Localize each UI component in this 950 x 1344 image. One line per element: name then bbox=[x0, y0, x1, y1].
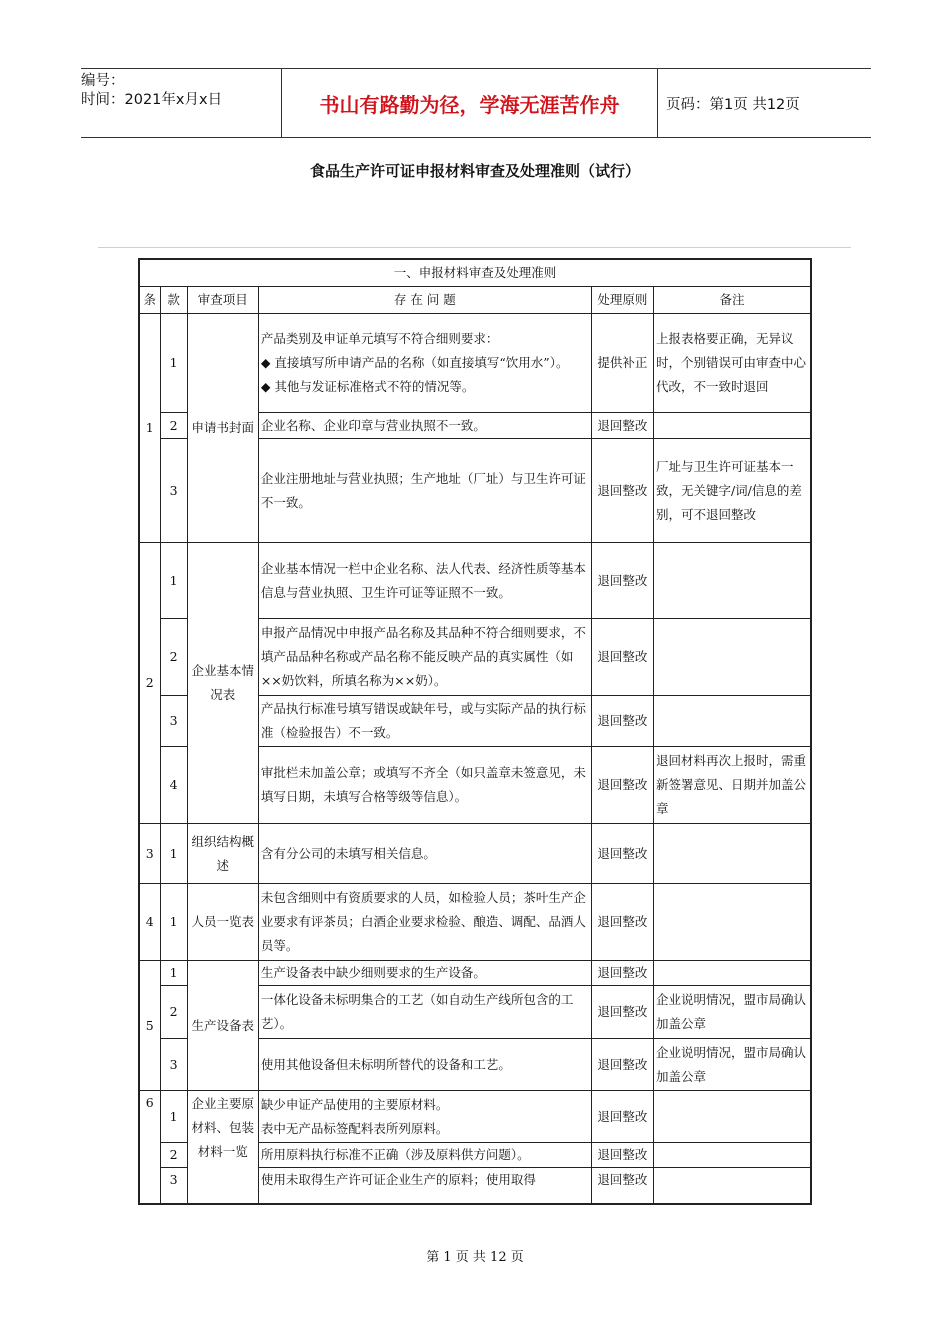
issue-cell: 产品执行标准号填写错误或缺年号，或与实际产品的执行标准（检验报告）不一致。 bbox=[258, 696, 591, 747]
action-cell: 退回整改 bbox=[591, 439, 653, 543]
issue-cell: 含有分公司的未填写相关信息。 bbox=[258, 824, 591, 884]
issue-cell bbox=[258, 314, 591, 413]
action-cell: 提供补正 bbox=[591, 314, 653, 413]
item-number: 3 bbox=[160, 1168, 187, 1204]
review-item: 人员一览表 bbox=[187, 884, 258, 961]
clause-number: 4 bbox=[139, 884, 160, 961]
issue-cell: 审批栏未加盖公章；或填写不齐全（如只盖章未签意见，未填写日期，未填写合格等级等信息）。 bbox=[258, 747, 591, 824]
note-cell: 厂址与卫生许可证基本一致，无关键字/词/信息的差别，可不退回整改 bbox=[653, 439, 811, 543]
note-cell bbox=[653, 696, 811, 747]
column-header: 备注 bbox=[653, 287, 811, 314]
review-criteria-table bbox=[138, 258, 812, 1205]
note-cell bbox=[653, 1091, 811, 1143]
issue-cell: 企业名称、企业印章与营业执照不一致。 bbox=[258, 413, 591, 439]
issue-line: ◆ 直接填写所申请产品的名称（如直接填写“饮用水”）。 bbox=[260, 355, 569, 370]
action-cell: 退回整改 bbox=[591, 1143, 653, 1168]
action-cell: 退回整改 bbox=[591, 986, 653, 1039]
issue-line: 缺少申证产品使用的主要原材料。 bbox=[260, 1096, 449, 1112]
note-cell: 退回材料再次上报时，需重新签署意见、日期并加盖公章 bbox=[653, 747, 811, 824]
table-caption: 一、申报材料审查及处理准则 bbox=[139, 259, 811, 287]
column-header: 款 bbox=[160, 287, 187, 314]
header-page-label: 页码：第1页 共12页 bbox=[666, 96, 800, 113]
clause-number: 2 bbox=[139, 543, 160, 824]
number-label: 编号： bbox=[81, 73, 125, 89]
review-item: 企业主要原材料、包装材料一览 bbox=[187, 1091, 258, 1204]
note-cell bbox=[653, 1143, 811, 1168]
issue-cell: 企业基本情况一栏中企业名称、法人代表、经济性质等基本信息与营业执照、卫生许可证等证照不一致。 bbox=[258, 543, 591, 619]
action-cell: 退回整改 bbox=[591, 1168, 653, 1204]
issue-line: 产品类别及申证单元填写不符合细则要求： bbox=[260, 331, 499, 346]
issue-line: ◆ 其他与发证标准格式不符的情况等。 bbox=[260, 379, 475, 394]
divider bbox=[98, 247, 851, 248]
review-item: 生产设备表 bbox=[187, 961, 258, 1091]
clause-number: 1 bbox=[139, 314, 160, 543]
item-number: 1 bbox=[160, 314, 187, 413]
table-caption-row bbox=[139, 259, 811, 287]
table-row bbox=[139, 884, 811, 961]
action-cell: 退回整改 bbox=[591, 413, 653, 439]
issue-cell: 使用其他设备但未标明所替代的设备和工艺。 bbox=[258, 1039, 591, 1091]
item-number: 1 bbox=[160, 961, 187, 986]
note-cell: 企业说明情况，盟市局确认加盖公章 bbox=[653, 986, 811, 1039]
page-footer: 第 1 页 共 12 页 bbox=[426, 1250, 524, 1265]
issue-cell: 生产设备表中缺少细则要求的生产设备。 bbox=[258, 961, 591, 986]
table-row bbox=[139, 961, 811, 986]
column-header: 审查项目 bbox=[187, 287, 258, 314]
note-cell bbox=[653, 884, 811, 961]
item-number: 2 bbox=[160, 619, 187, 696]
note-cell bbox=[653, 543, 811, 619]
column-header: 处理原则 bbox=[591, 287, 653, 314]
action-cell: 退回整改 bbox=[591, 1091, 653, 1143]
table-row bbox=[139, 543, 811, 619]
table-row bbox=[139, 314, 811, 413]
table-row bbox=[139, 824, 811, 884]
review-item: 企业基本情况表 bbox=[187, 543, 258, 824]
item-number: 3 bbox=[160, 696, 187, 747]
table-row bbox=[139, 1091, 811, 1143]
review-item: 申请书封面 bbox=[187, 314, 258, 543]
time-label: 时间：2021年x月x日 bbox=[81, 92, 223, 108]
item-number: 3 bbox=[160, 1039, 187, 1091]
action-cell: 退回整改 bbox=[591, 747, 653, 824]
issue-cell: 一体化设备未标明集合的工艺（如自动生产线所包含的工艺）。 bbox=[258, 986, 591, 1039]
item-number: 1 bbox=[160, 824, 187, 884]
item-number: 4 bbox=[160, 747, 187, 824]
note-cell: 上报表格要正确，无异议时，个别错误可由审查中心代改，不一致时退回 bbox=[653, 314, 811, 413]
item-number: 2 bbox=[160, 986, 187, 1039]
clause-number: 6 bbox=[139, 1091, 160, 1204]
action-cell: 退回整改 bbox=[591, 696, 653, 747]
action-cell: 退回整改 bbox=[591, 884, 653, 961]
issue-cell: 企业注册地址与营业执照；生产地址（厂址）与卫生许可证不一致。 bbox=[258, 439, 591, 543]
action-cell: 退回整改 bbox=[591, 619, 653, 696]
clause-number: 5 bbox=[139, 961, 160, 1091]
issue-cell: 所用原料执行标准不正确（涉及原料供方问题）。 bbox=[258, 1143, 591, 1168]
clause-number: 3 bbox=[139, 824, 160, 884]
item-number: 3 bbox=[160, 439, 187, 543]
issue-cell bbox=[258, 1091, 591, 1143]
item-number: 1 bbox=[160, 543, 187, 619]
page-header bbox=[81, 68, 871, 138]
action-cell: 退回整改 bbox=[591, 824, 653, 884]
header-motto: 书山有路勤为径，学海无涯苦作舟 bbox=[281, 69, 658, 137]
header-meta bbox=[81, 69, 281, 140]
note-cell bbox=[653, 824, 811, 884]
note-cell bbox=[653, 619, 811, 696]
column-header: 存 在 问 题 bbox=[258, 287, 591, 314]
note-cell bbox=[653, 961, 811, 986]
table-header-row bbox=[139, 287, 811, 314]
item-number: 2 bbox=[160, 413, 187, 439]
review-item: 组织结构概述 bbox=[187, 824, 258, 884]
issue-line: 表中无产品标签配料表所列原料。 bbox=[260, 1120, 449, 1136]
item-number: 2 bbox=[160, 1143, 187, 1168]
item-number: 1 bbox=[160, 1091, 187, 1143]
action-cell: 退回整改 bbox=[591, 543, 653, 619]
action-cell: 退回整改 bbox=[591, 961, 653, 986]
issue-cell: 使用未取得生产许可证企业生产的原料；使用取得 bbox=[258, 1168, 591, 1204]
action-cell: 退回整改 bbox=[591, 1039, 653, 1091]
note-cell: 企业说明情况，盟市局确认加盖公章 bbox=[653, 1039, 811, 1091]
note-cell bbox=[653, 413, 811, 439]
document-title: 食品生产许可证申报材料审查及处理准则（试行） bbox=[309, 162, 640, 180]
item-number: 1 bbox=[160, 884, 187, 961]
issue-cell: 申报产品情况中申报产品名称及其品种不符合细则要求，不填产品品种名称或产品名称不能反映产品的真实属性（如××奶饮料，所填名称为××奶）。 bbox=[258, 619, 591, 696]
column-header: 条 bbox=[139, 287, 160, 314]
issue-cell: 未包含细则中有资质要求的人员，如检验人员；茶叶生产企业要求有评茶员；白酒企业要求检验、酿造、调配、品酒人员等。 bbox=[258, 884, 591, 961]
note-cell bbox=[653, 1168, 811, 1204]
